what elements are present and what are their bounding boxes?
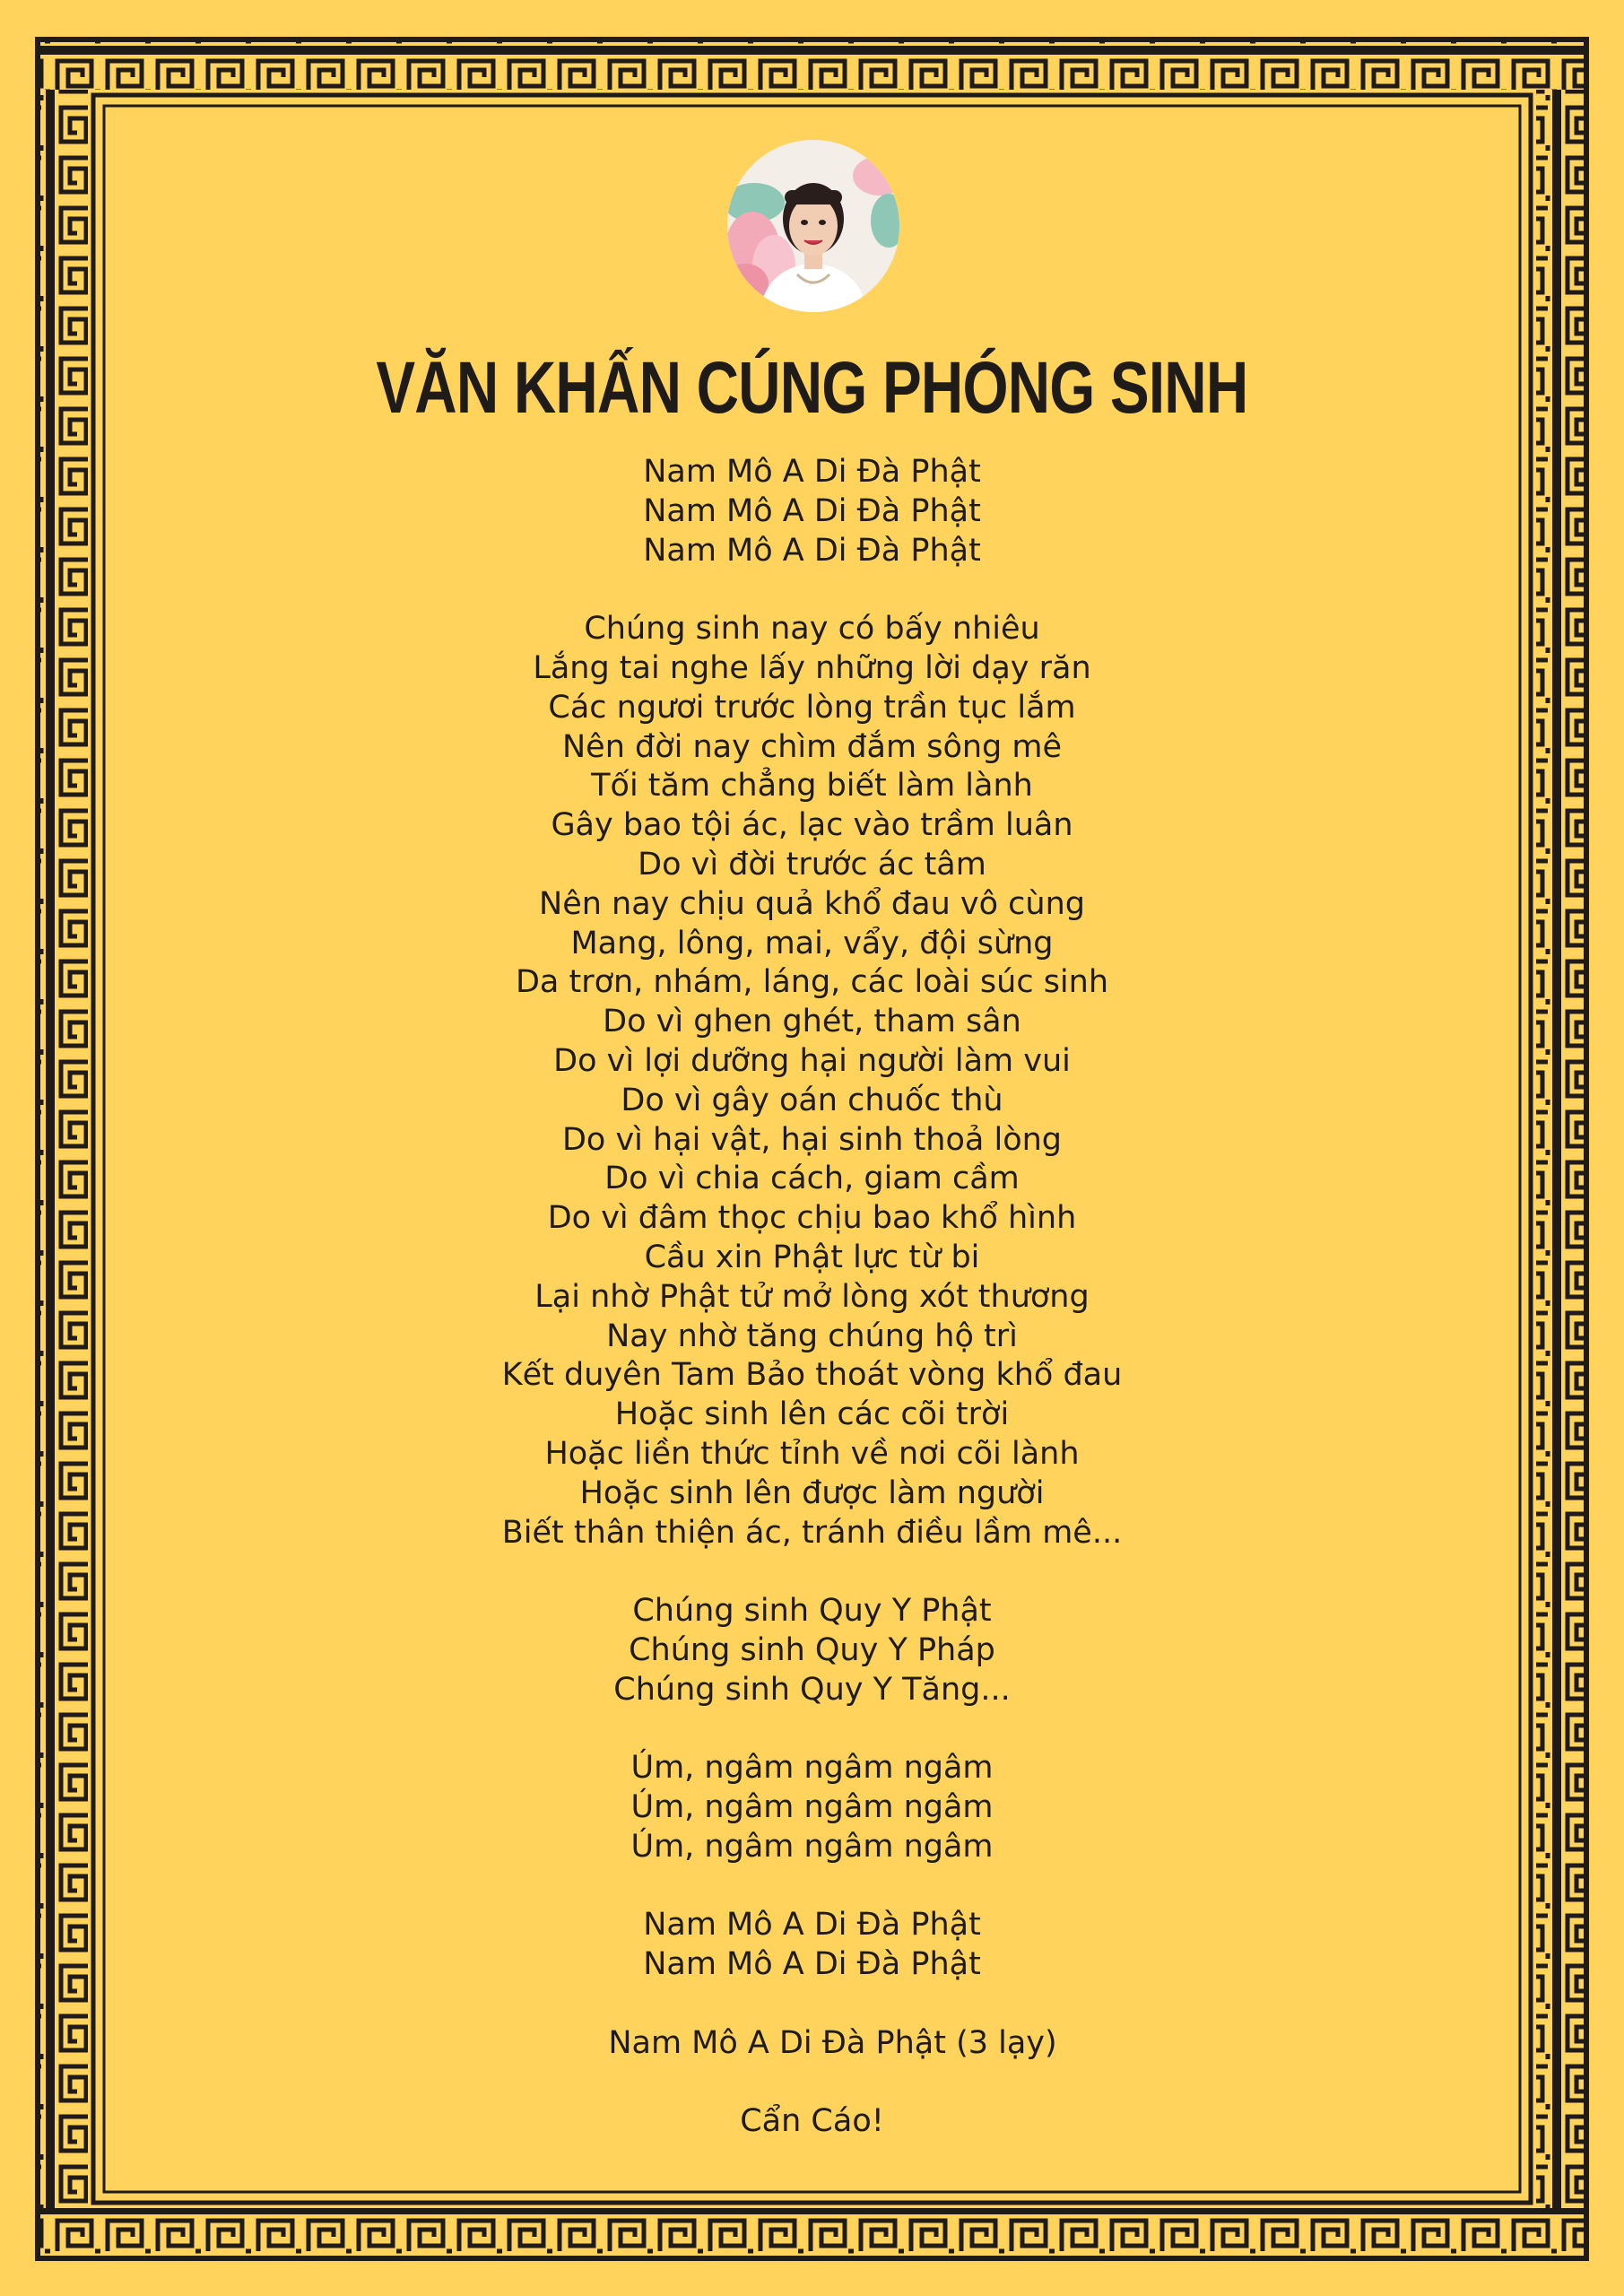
text-line: Chúng sinh Quy Y Tăng...: [613, 1671, 1011, 1708]
text-line: Biết thân thiện ác, tránh điều lầm mê...: [501, 1514, 1123, 1551]
text-line: Do vì gây oán chuốc thù: [621, 1082, 1003, 1118]
stanza-gap: [0, 1867, 1624, 1907]
text-line: Các ngươi trước lòng trần tục lắm: [548, 689, 1076, 726]
text-line: Do vì chia cách, giam cầm: [604, 1161, 1020, 1197]
text-line: Kết duyên Tam Bảo thoát vòng khổ đau: [501, 1357, 1123, 1394]
text-line: Hoặc liền thức tỉnh về nơi cõi lành: [544, 1435, 1080, 1472]
closing-stanza: [0, 1906, 1624, 1985]
stanza-gap: [0, 2064, 1624, 2103]
text-line: Úm, ngâm ngâm ngâm: [630, 1789, 994, 1826]
text-line: Hoặc sinh lên các cõi trời: [614, 1396, 1010, 1433]
stanza-gap: [0, 1710, 1624, 1750]
text-line: Do vì lợi dưỡng hại người làm vui: [553, 1042, 1071, 1079]
text-line: Mang, lông, mai, vẩy, đội sừng: [570, 925, 1054, 961]
text-line: Cầu xin Phật lực từ bi: [644, 1239, 980, 1275]
text-line: Lại nhờ Phật tử mở lòng xót thương: [534, 1278, 1090, 1315]
text-line: Tối tăm chẳng biết làm lành: [591, 768, 1033, 804]
text-line: Chúng sinh nay có bấy nhiêu: [584, 611, 1040, 648]
text-line: Da trơn, nhám, láng, các loài súc sinh: [515, 964, 1109, 1001]
text-line: Do vì đời trước ác tâm: [638, 846, 986, 883]
text-line: Hoặc sinh lên được làm người: [579, 1474, 1045, 1511]
text-line: Lắng tai nghe lấy những lời dạy răn: [533, 649, 1091, 686]
page-title: VĂN KHẤN CÚNG PHÓNG SINH: [376, 347, 1248, 429]
bows-line: Nam Mô A Di Đà Phật (3 lạy): [608, 2024, 1057, 2061]
text-line: Nay nhờ tăng chúng hộ trì: [606, 1318, 1018, 1354]
text-line: Nam Mô A Di Đà Phật: [643, 454, 981, 490]
text-line: Úm, ngâm ngâm ngâm: [630, 1828, 994, 1865]
refuge-stanza: [0, 1592, 1624, 1709]
stanza-gap: [0, 1552, 1624, 1592]
text-line: Nam Mô A Di Đà Phật: [643, 1907, 981, 1944]
verse-stanza: [0, 610, 1624, 1552]
text-line: Do vì ghen ghét, tham sân: [603, 1004, 1021, 1040]
opening-stanza: [0, 453, 1624, 570]
text-line: Nên đời nay chìm đắm sông mê: [561, 728, 1063, 765]
stanza-gap: [0, 1985, 1624, 2024]
text-line: Nam Mô A Di Đà Phật: [643, 492, 981, 529]
text-line: Úm, ngâm ngâm ngâm: [630, 1750, 994, 1787]
author-avatar: [727, 140, 899, 312]
text-line: Do vì hại vật, hại sinh thoả lòng: [561, 1121, 1063, 1158]
text-line: Nên nay chịu quả khổ đau vô cùng: [539, 885, 1085, 922]
text-line: Nam Mô A Di Đà Phật: [643, 1946, 981, 1983]
author-portrait-icon: [727, 140, 899, 312]
text-line: Nam Mô A Di Đà Phật: [643, 532, 981, 569]
prayer-text: [0, 453, 1624, 2142]
text-line: Chúng sinh Quy Y Pháp: [629, 1631, 995, 1668]
text-line: Do vì đâm thọc chịu bao khổ hình: [547, 1200, 1077, 1237]
mantra-stanza: [0, 1749, 1624, 1866]
text-line: Chúng sinh Quy Y Phật: [632, 1593, 992, 1630]
sign-off: Cẩn Cáo!: [740, 2103, 884, 2140]
stanza-gap: [0, 570, 1624, 610]
text-line: Gây bao tội ác, lạc vào trầm luân: [551, 807, 1073, 844]
